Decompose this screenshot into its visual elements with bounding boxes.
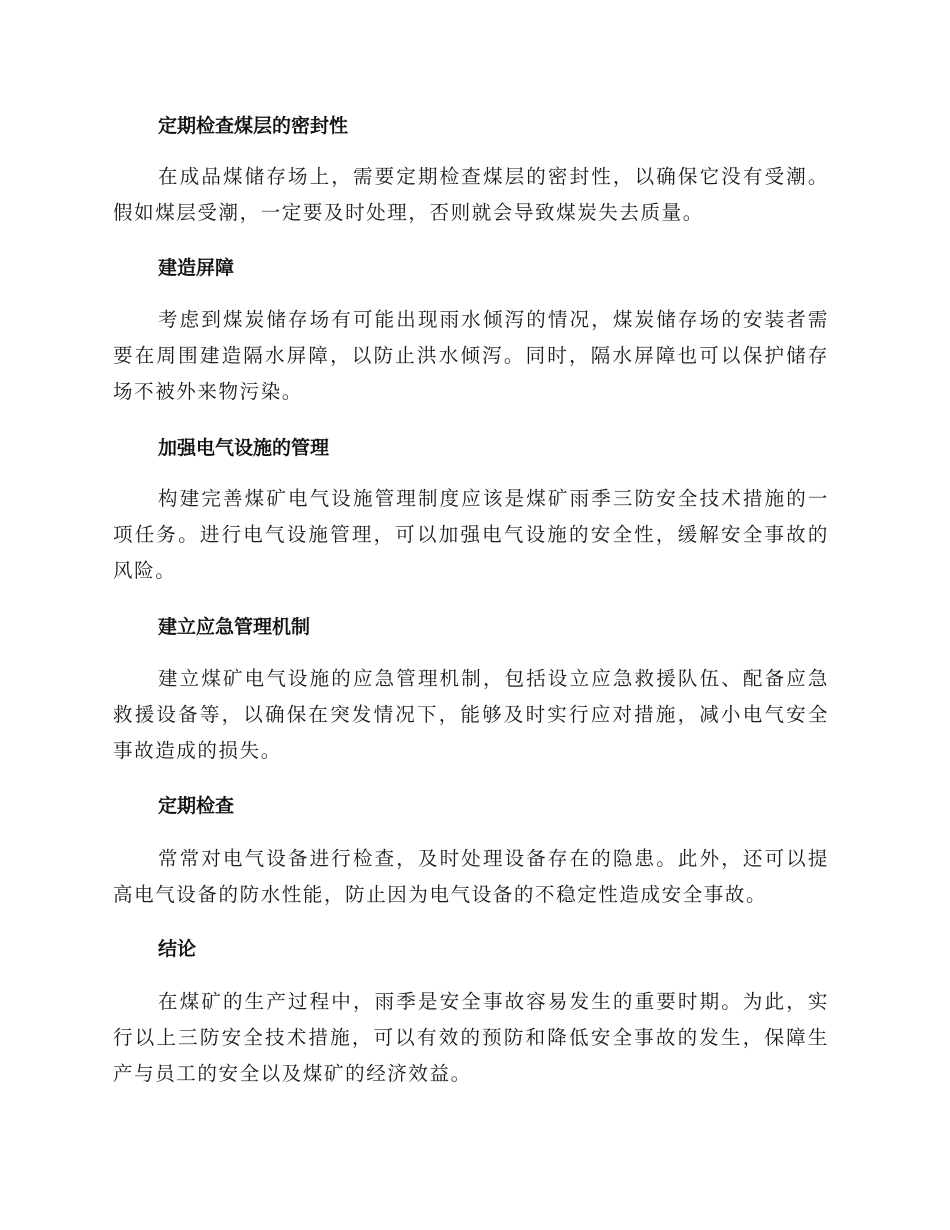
- section-paragraph: 常常对电气设备进行检查，及时处理设备存在的隐患。此外，还可以提高电气设备的防水性能，防止因为电气设备的不稳定性造成安全事故。: [113, 847, 829, 906]
- section-paragraph: 建立煤矿电气设施的应急管理机制，包括设立应急救援队伍、配备应急救援设备等，以确保在突发情况下，能够及时实行应对措施，减小电气安全事故造成的损失。: [113, 667, 829, 762]
- section-heading: 结论: [158, 938, 197, 960]
- section-paragraph: 在煤矿的生产过程中，雨季是安全事故容易发生的重要时期。为此，实行以上三防安全技术措施，可以有效的预防和降低安全事故的发生，保障生产与员工的安全以及煤矿的经济效益。: [113, 990, 829, 1085]
- section-paragraph: 在成品煤储存场上，需要定期检查煤层的密封性，以确保它没有受潮。假如煤层受潮，一定要及时处理，否则就会导致煤炭失去质量。: [113, 165, 829, 224]
- section-paragraph: 考虑到煤炭储存场有可能出现雨水倾泻的情况，煤炭储存场的安装者需要在周围建造隔水屏障，以防止洪水倾泻。同时，隔水屏障也可以保护储存场不被外来物污染。: [113, 308, 829, 403]
- section-heading: 定期检查煤层的密封性: [158, 115, 349, 137]
- section-heading: 建立应急管理机制: [158, 616, 311, 638]
- section-heading: 建造屏障: [158, 257, 235, 279]
- section-heading: 加强电气设施的管理: [158, 437, 330, 459]
- section-heading: 定期检查: [158, 795, 235, 817]
- section-paragraph: 构建完善煤矿电气设施管理制度应该是煤矿雨季三防安全技术措施的一项任务。进行电气设施管理，可以加强电气设施的安全性，缓解安全事故的风险。: [113, 487, 829, 582]
